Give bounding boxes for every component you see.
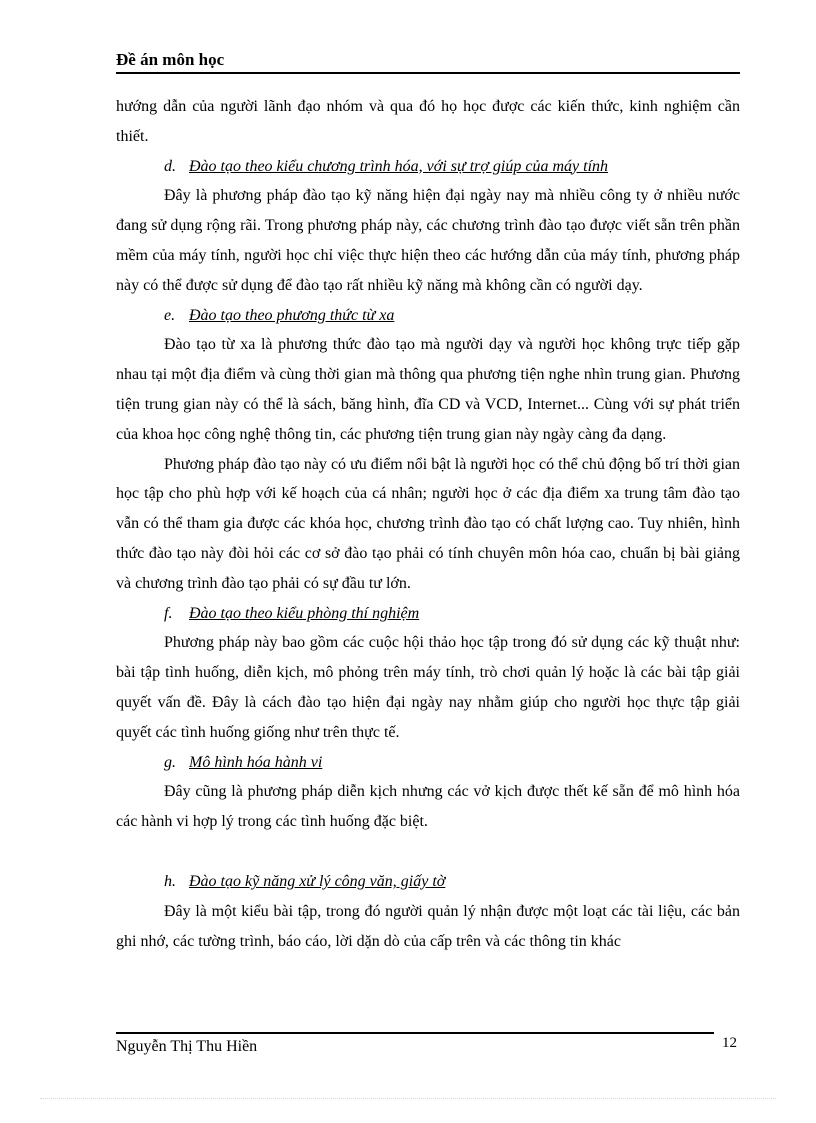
page-header (116, 50, 740, 74)
section-heading-h (116, 867, 740, 897)
paragraph: Phương pháp này bao gồm các cuộc hội thảo học tập trong đó sử dụng các kỹ thuật như: bài tập tình huống, diễn kịch, mô phỏng trên máy tính, trò chơi quản lý hoặc là các bài tập giải quyết vấn đề. Đây là cách đào tạo hiện đại ngày nay nhằm giúp cho người học thực tập giải quyết các tình huống giống như trên thực tế. (116, 634, 740, 741)
page-number: 12 (722, 1035, 737, 1051)
paragraph: Đào tạo từ xa là phương thức đào tạo mà người dạy và người học không trực tiếp gặp nhau tại một địa điểm và cùng thời gian mà thông qua phương tiện nghe nhìn trung gian. Phương tiện trung gian này có thể là sách, băng hình, đĩa CD và VCD, Internet... Cùng với sự phát triển của khoa học công nghệ thông tin, các phương tiện trung gian này ngày càng đa dạng. (116, 336, 740, 443)
section-letter: e. (164, 306, 176, 324)
section-heading-f (116, 599, 740, 629)
paragraph: hướng dẫn của người lãnh đạo nhóm và qua đó họ học được các kiến thức, kinh nghiệm cần thiết. (116, 98, 740, 145)
section-heading-g (116, 748, 740, 778)
footer-author: Nguyễn Thị Thu Hiền (116, 1038, 258, 1055)
section-letter: d. (164, 157, 176, 175)
paragraph: Phương pháp đào tạo này có ưu điểm nổi bật là người học có thể chủ động bố trí thời gian học tập cho phù hợp với kế hoạch của cá nhân; người học ở các địa điểm xa trung tâm đào tạo vẫn có thể tham gia được các khóa học, chương trình đào tạo có chất lượng cao. Tuy nhiên, hình thức đào tạo này đòi hỏi các cơ sở đào tạo phải có tính chuyên môn hóa cao, chuẩn bị bài giảng và chương trình đào tạo phải có sự đầu tư lớn. (116, 455, 740, 592)
section-letter: f. (164, 604, 173, 622)
section-letter: g. (164, 753, 176, 771)
section-heading-d (116, 152, 740, 182)
footer-divider (116, 1032, 714, 1034)
section-letter: h. (164, 872, 176, 890)
section-title: Đào tạo theo phương thức từ xa (189, 306, 395, 324)
section-title: Đào tạo theo kiểu chương trình hóa, với sự trợ giúp của máy tính (189, 157, 609, 175)
document-body (116, 92, 740, 956)
header-title: Đề án môn học (116, 50, 225, 69)
page-bottom-border (40, 1098, 776, 1099)
paragraph: Đây cũng là phương pháp diễn kịch nhưng các vở kịch được thết kế sẵn để mô hình hóa các hành vi hợp lý trong các tình huống đặc biệt. (116, 783, 740, 831)
blank-line (116, 837, 740, 867)
section-title: Mô hình hóa hành vi (189, 753, 323, 771)
section-heading-e (116, 301, 740, 331)
section-title: Đào tạo theo kiểu phòng thí nghiệm (189, 604, 420, 622)
paragraph: Đây là một kiểu bài tập, trong đó người quản lý nhận được một loạt các tài liệu, các bản ghi nhớ, các tường trình, báo cáo, lời dặn dò của cấp trên và các thông tin khác (116, 902, 740, 950)
paragraph: Đây là phương pháp đào tạo kỹ năng hiện đại ngày nay mà nhiều công ty ở nhiều nước đang sử dụng rộng rãi. Trong phương pháp này, các chương trình đào tạo được viết sẵn trên phần mềm của máy tính, người học chỉ việc thực hiện theo các hướng dẫn của máy tính, phương pháp này có thể được sử dụng để đào tạo rất nhiều kỹ năng mà không cần có người dạy. (116, 187, 740, 294)
section-title: Đào tạo kỹ năng xử lý công văn, giấy tờ (189, 872, 446, 890)
